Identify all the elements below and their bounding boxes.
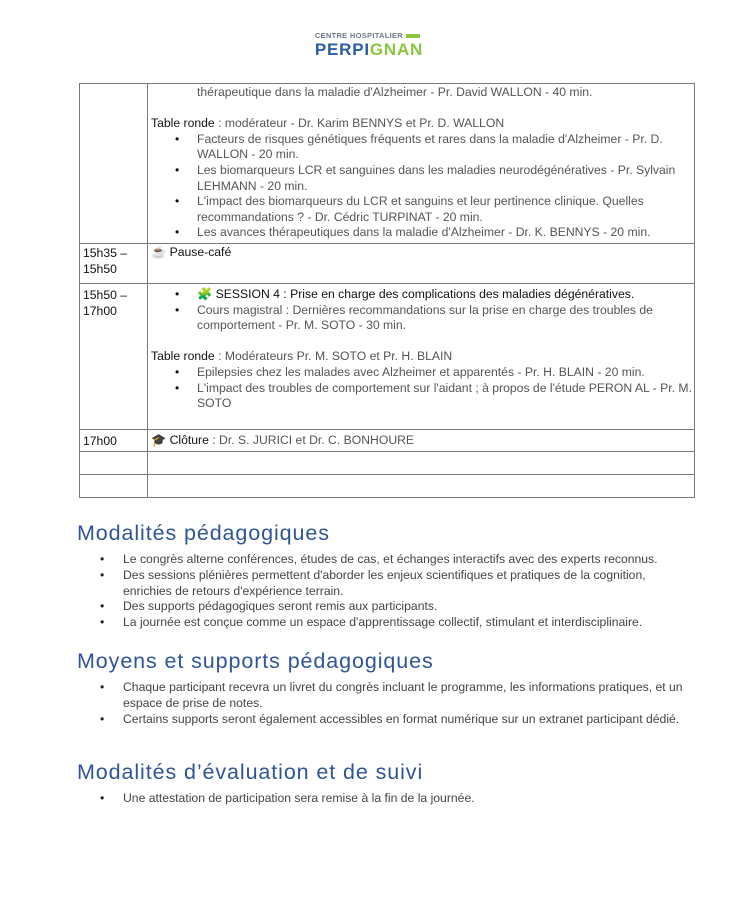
time-cell: 15h35 – 15h50 (80, 243, 148, 283)
section-moyens (77, 648, 697, 727)
section-list (77, 680, 697, 727)
list-item: • Des supports pédagogiques seront remis aux participants. (77, 599, 697, 615)
agenda-row-session4 (80, 283, 695, 429)
intro-line: thérapeutique dans la maladie d'Alzheimer - Pr. David WALLON - 40 min. (197, 85, 593, 99)
session-title: • 🧩 SESSION 4 : Prise en charge des complications des maladies dégénératives. (151, 287, 692, 303)
list-item: • Certains supports seront également accessibles en format numérique sur un extranet participant dédié. (77, 712, 697, 728)
puzzle-icon: 🧩 (197, 286, 213, 301)
section-heading: Modalités d’évaluation et de suivi (77, 760, 424, 784)
logo-main-part-a: PERPI (314, 40, 370, 59)
list-item: • L'impact des biomarqueurs du LCR et sanguins et leur pertinence clinique. Quelles recommandations ? - Dr. Cédric TURPINAT - 20 min. (151, 194, 692, 225)
list-item: • Une attestation de participation sera remise à la fin de la journée. (77, 791, 697, 807)
agenda-row-cloture (80, 429, 695, 451)
table-ronde-label: Table ronde (151, 349, 215, 364)
list-item: • Les biomarqueurs LCR et sanguines dans les maladies neurodégénératives - Pr. Sylvain LEHMANN - 20 min. (151, 163, 692, 194)
agenda-row-pause (80, 243, 695, 283)
content-cell (148, 283, 695, 429)
empty-row (80, 474, 695, 497)
logo-main-part-b: GNAN (369, 40, 424, 59)
list-item: • Facteurs de risques génétiques fréquents et rares dans la maladie d'Alzheimer - Pr. D. WALLON - 20 min. (151, 132, 692, 163)
section-heading: Moyens et supports pédagogiques (77, 649, 434, 673)
section-list (77, 552, 697, 631)
time-cell: 15h50 – 17h00 (80, 283, 148, 429)
section-modalites (77, 520, 697, 631)
cloture-text: : Dr. S. JURICI et Dr. C. BONHOURE (208, 432, 415, 447)
time-cell: 17h00 (80, 429, 148, 451)
cloture-label: Clôture (166, 432, 209, 447)
logo-green-bar (406, 34, 420, 38)
content-cell (148, 243, 695, 283)
list-item: • Epilepsies chez les malades avec Alzheimer et apparentés - Pr. H. BLAIN - 20 min. (151, 365, 692, 381)
section-evaluation (77, 759, 697, 807)
content-cell (148, 429, 695, 451)
graduation-cap-icon: 🎓 (151, 432, 167, 447)
list-item: • Des sessions plénières permettent d'aborder les enjeux scientifiques et pratiques de la cognition, enrichies de retours d'expérience terrain. (77, 568, 697, 600)
table-ronde-list (151, 365, 692, 412)
content-cell (148, 84, 695, 244)
cours-magistral: • Cours magistral : Dernières recommandations sur la prise en charge des troubles de comportement - Pr. M. SOTO - 30 min. (151, 303, 692, 334)
list-item: • Chaque participant recevra un livret du congrès incluant le programme, les informations pratiques, et un espace de prise de notes. (77, 680, 697, 712)
agenda-row-session3-cont (80, 84, 695, 244)
session-list (151, 287, 692, 334)
table-ronde-list (151, 132, 692, 241)
hospital-logo (0, 31, 738, 60)
pause-label: Pause-café (166, 244, 232, 259)
logo-top-text: CENTRE HOSPITALIER (314, 31, 404, 40)
table-ronde-label: Table ronde (151, 116, 215, 131)
table-ronde-text: : Modérateurs Pr. M. SOTO et Pr. H. BLAIN (214, 349, 453, 364)
empty-row (80, 451, 695, 474)
agenda-table (79, 83, 695, 498)
section-list (77, 791, 697, 807)
time-cell (80, 84, 148, 244)
list-item: • Les avances thérapeutiques dans la maladie d'Alzheimer - Dr. K. BENNYS - 20 min. (151, 225, 692, 241)
section-heading: Modalités pédagogiques (77, 521, 330, 545)
coffee-icon: ☕ (151, 244, 167, 259)
list-item: • La journée est conçue comme un espace d'apprentissage collectif, stimulant et interdisciplinaire. (77, 615, 697, 631)
table-ronde-text: : modérateur - Dr. Karim BENNYS et Pr. D. WALLON (214, 116, 505, 131)
list-item: • Le congrès alterne conférences, études de cas, et échanges interactifs avec des experts reconnus. (77, 552, 697, 568)
list-item: • L'impact des troubles de comportement sur l'aidant ; à propos de l'étude PERON AL - Pr. M. SOTO (151, 381, 692, 412)
